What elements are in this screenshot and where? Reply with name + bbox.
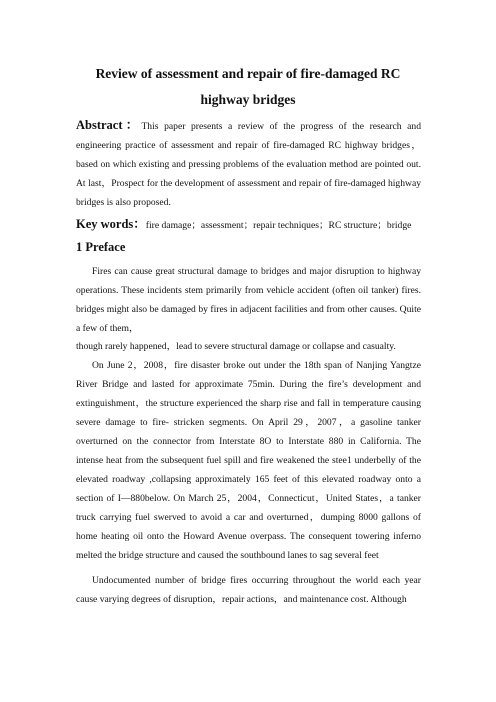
paragraph: On June 2，2008，fire disaster broke out under the 18th span of Nanjing Yangtze River Bridge and lasted for approximate 75min. During the fire’s development and extinguishment，the structure experienced the sharp rise and fall in temperature causing severe damage to fire- stricken segments. On April 29，2007，a gasoline tanker overturned on the connector from Interstate 8O to Interstate 880 in California. The intense heat from the subsequent fuel spill and fire weakened the stee1 underbelly of the elevated roadway ,collapsing approximately 165 feet of this elevated roadway onto a section of I—880below. On March 25，2004，Connecticut，United States，a tanker truck carrying fuel swerved to avoid a car and overturned，dumping 8000 gallons of home heating oil onto the Howard Avenue overpass. The consequent towering inferno melted the bridge structure and caused the southbound lanes to sag several feet bbox=[76, 360, 421, 561]
abstract-text: This paper presents a review of the progress of the research and engineering practice of assessment and repair of fire-damaged RC highway bridges，based on which existing and pressing problems of the evaluation method are pointed out. At last，Prospect for the development of assessment and repair of fire-damaged highway bridges is also proposed. bbox=[76, 121, 421, 208]
paper-title-line-2: highway bridges bbox=[200, 92, 296, 107]
paragraph: Fires can cause great structural damage to bridges and major disruption to highway operations. These incidents stem primarily from vehicle accident (often oil tanker) fires. bridges might also be damaged by fires in adjacent facilities and from other causes. Quite a few of them， bbox=[76, 266, 421, 334]
keywords bbox=[76, 215, 421, 235]
section-heading: 1 Preface bbox=[76, 240, 126, 254]
abstract-label: Abstract： bbox=[76, 118, 142, 132]
paragraph: Undocumented number of bridge fires occurring throughout the world each year cause varying degrees of disruption，repair actions，and maintenance cost. Although bbox=[76, 575, 421, 605]
paragraph: though rarely happened，lead to severe structural damage or collapse and casualty. bbox=[76, 341, 396, 352]
abstract bbox=[76, 116, 421, 212]
keywords-label: Key words： bbox=[76, 217, 146, 231]
keywords-text: fire damage；assessment；repair techniques；RC structure；bridge bbox=[145, 220, 412, 231]
paper-title-line-1: Review of assessment and repair of fire-damaged RC bbox=[95, 66, 401, 81]
